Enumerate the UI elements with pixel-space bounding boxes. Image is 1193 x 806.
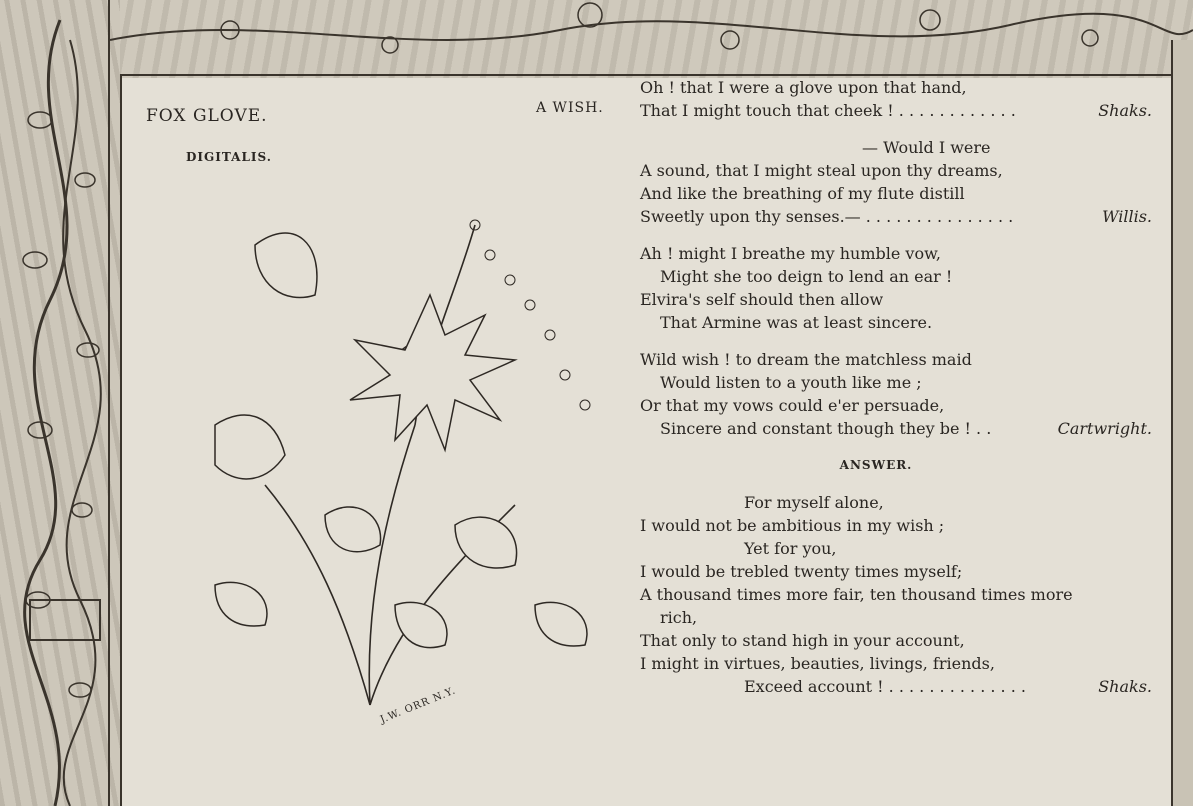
poem-line bbox=[640, 265, 1152, 288]
answer-heading: ANSWER. bbox=[839, 458, 913, 472]
poem-line-text: Elvira's self should then allow bbox=[640, 290, 884, 309]
poem-attribution: Shaks. bbox=[1098, 677, 1152, 696]
poem-line bbox=[640, 76, 1152, 99]
poem-line-text: I would not be ambitious in my wish ; bbox=[640, 516, 945, 535]
frame-rule-left bbox=[120, 74, 122, 806]
poem-stanza bbox=[640, 242, 1152, 334]
poem-stanzas bbox=[640, 76, 1152, 440]
poem-line bbox=[640, 99, 1152, 122]
poem-line bbox=[640, 136, 1152, 159]
poem-line bbox=[640, 159, 1152, 182]
vine-ornament bbox=[0, 0, 120, 806]
poem-line bbox=[640, 606, 1152, 629]
engraver-signature: J.W. ORR N.Y. bbox=[378, 685, 458, 726]
poem-line bbox=[640, 394, 1152, 417]
poem-line-text: That Armine was at least sincere. bbox=[660, 313, 933, 332]
poem-line-text: Sincere and constant though they be ! . . bbox=[660, 419, 992, 438]
poem-line-text: Sweetly upon thy senses.— . . . . . . . . . . . . . . . bbox=[640, 207, 1014, 226]
poem-line bbox=[640, 371, 1152, 394]
poem-line-text: That only to stand high in your account, bbox=[640, 631, 965, 650]
frame-rule-right bbox=[1171, 40, 1173, 806]
poem-line bbox=[640, 242, 1152, 265]
poem-stanza bbox=[640, 76, 1152, 122]
poem-line bbox=[640, 182, 1152, 205]
poem-line bbox=[640, 288, 1152, 311]
poem-column bbox=[640, 76, 1152, 698]
poem-line-text: I might in virtues, beauties, livings, friends, bbox=[640, 654, 995, 673]
poem-line bbox=[640, 675, 1152, 698]
right-margin bbox=[1173, 40, 1193, 806]
poem-line bbox=[640, 514, 1152, 537]
poem-attribution: Willis. bbox=[1102, 207, 1152, 226]
foxglove-engraving bbox=[155, 185, 625, 735]
poem-line bbox=[640, 311, 1152, 334]
poem-line-text: Oh ! that I were a glove upon that hand, bbox=[640, 78, 967, 97]
poem-line-text: Yet for you, bbox=[744, 539, 837, 558]
poem-line-text: A thousand times more fair, ten thousand times more bbox=[640, 585, 1073, 604]
poem-line-text: Would listen to a youth like me ; bbox=[660, 373, 922, 392]
top-vine-ornament bbox=[110, 0, 1193, 74]
poem-line-text: Exceed account ! . . . . . . . . . . . . . . bbox=[744, 677, 1026, 696]
poem-line-text: rich, bbox=[660, 608, 698, 627]
poem-line-text: Ah ! might I breathe my humble vow, bbox=[640, 244, 941, 263]
poem-attribution: Cartwright. bbox=[1057, 419, 1152, 438]
poem-line bbox=[640, 652, 1152, 675]
section-label: A WISH. bbox=[536, 100, 604, 116]
poem-line-text: — Would I were bbox=[862, 138, 991, 157]
poem-line bbox=[640, 348, 1152, 371]
poem-line bbox=[640, 560, 1152, 583]
page-subtitle: DIGITALIS. bbox=[186, 150, 272, 164]
poem-line-text: A sound, that I might steal upon thy dreams, bbox=[640, 161, 1003, 180]
page-title: FOX GLOVE. bbox=[146, 106, 268, 126]
poem-attribution: Shaks. bbox=[1098, 101, 1152, 120]
poem-line-text: For myself alone, bbox=[744, 493, 884, 512]
poem-stanza bbox=[640, 136, 1152, 228]
poem-stanza bbox=[640, 348, 1152, 440]
poem-line bbox=[640, 583, 1152, 606]
poem-line-text: Might she too deign to lend an ear ! bbox=[660, 267, 953, 286]
poem-line bbox=[640, 491, 1152, 514]
poem-line-text: And like the breathing of my flute distill bbox=[640, 184, 965, 203]
answer-stanza bbox=[640, 491, 1152, 698]
poem-line-text: Wild wish ! to dream the matchless maid bbox=[640, 350, 972, 369]
poem-line bbox=[640, 629, 1152, 652]
poem-line bbox=[640, 205, 1152, 228]
poem-line-text: Or that my vows could e'er persuade, bbox=[640, 396, 945, 415]
poem-line-text: That I might touch that cheek ! . . . . . . . . . . . . bbox=[640, 101, 1016, 120]
poem-line-text: I would be trebled twenty times myself; bbox=[640, 562, 963, 581]
poem-line bbox=[640, 537, 1152, 560]
poem-line bbox=[640, 417, 1152, 440]
